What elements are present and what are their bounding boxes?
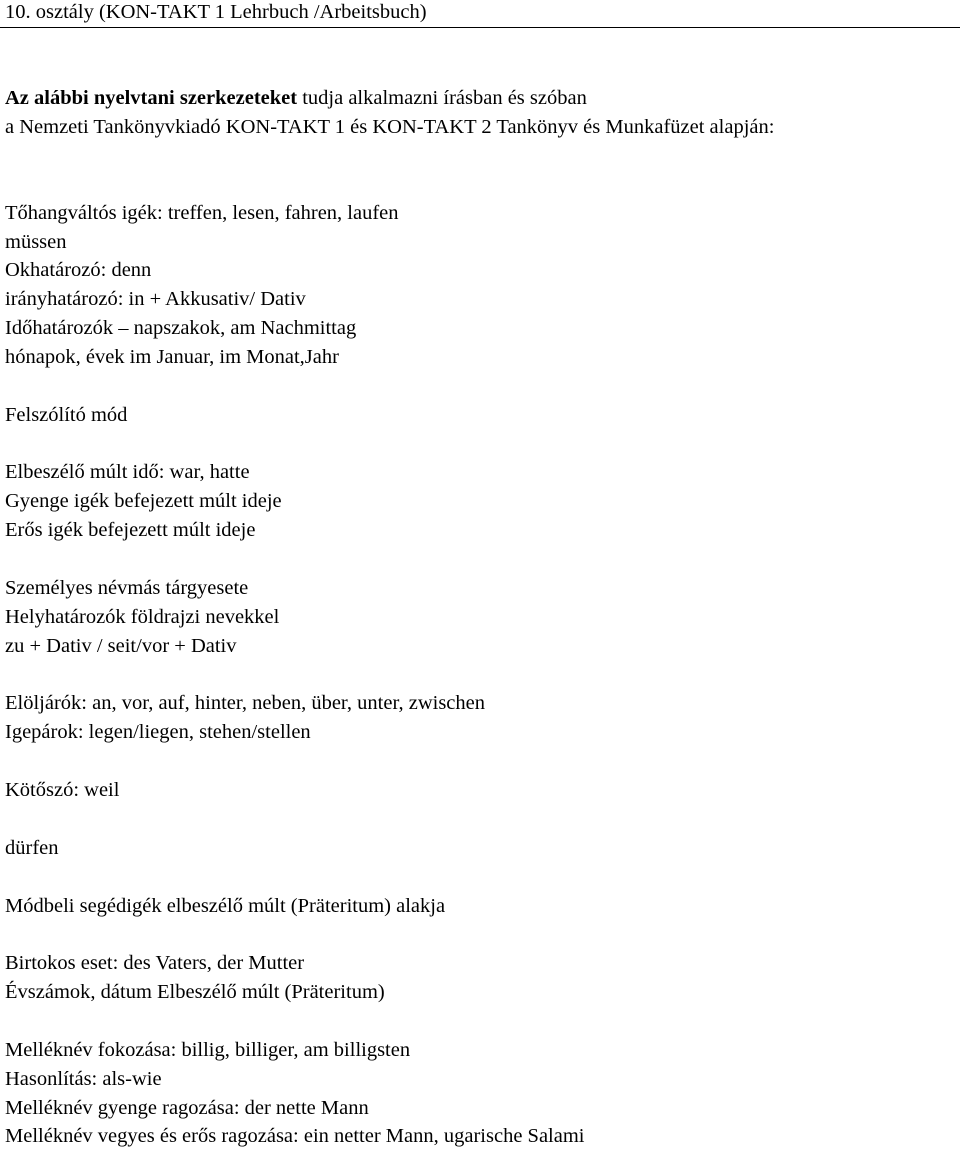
grammar-item: Okhatározó: denn xyxy=(5,259,152,281)
grammar-item: Melléknév vegyes és erős ragozása: ein netter Mann, ugarische Salami xyxy=(5,1125,585,1147)
grammar-item: dürfen xyxy=(5,837,59,859)
intro-line-1 xyxy=(5,85,587,111)
intro-rest-text: tudja alkalmazni írásban és szóban xyxy=(297,87,587,109)
grammar-item: irányhatározó: in + Akkusativ/ Dativ xyxy=(5,288,306,310)
intro-line-2: a Nemzeti Tankönyvkiadó KON-TAKT 1 és KON-TAKT 2 Tankönyv és Munkafüzet alapján: xyxy=(5,116,775,138)
grammar-item: hónapok, évek im Januar, im Monat,Jahr xyxy=(5,346,339,368)
grammar-item: müssen xyxy=(5,231,67,253)
grammar-item: Kötőszó: weil xyxy=(5,779,120,801)
grammar-item: Évszámok, dátum Elbeszélő múlt (Präteritum) xyxy=(5,981,385,1003)
grammar-item: Hasonlítás: als-wie xyxy=(5,1068,162,1090)
grammar-item: Birtokos eset: des Vaters, der Mutter xyxy=(5,952,305,974)
grammar-item: Elöljárók: an, vor, auf, hinter, neben, über, unter, zwischen xyxy=(5,692,486,714)
intro-bold-phrase: Az alábbi nyelvtani szerkezeteket xyxy=(5,87,298,109)
grammar-item: Módbeli segédigék elbeszélő múlt (Präteritum) alakja xyxy=(5,895,446,917)
grammar-item: zu + Dativ / seit/vor + Dativ xyxy=(5,635,237,657)
grammar-item: Időhatározók – napszakok, am Nachmittag xyxy=(5,317,357,339)
document-header-title: 10. osztály (KON-TAKT 1 Lehrbuch /Arbeitsbuch) xyxy=(0,0,960,28)
grammar-item: Erős igék befejezett múlt ideje xyxy=(5,519,256,541)
grammar-item: Tőhangváltós igék: treffen, lesen, fahren, laufen xyxy=(5,202,399,224)
grammar-item: Helyhatározók földrajzi nevekkel xyxy=(5,606,280,628)
grammar-item: Felszólító mód xyxy=(5,404,128,426)
grammar-item: Elbeszélő múlt idő: war, hatte xyxy=(5,461,250,483)
grammar-item: Melléknév fokozása: billig, billiger, am billigsten xyxy=(5,1039,411,1061)
grammar-item: Melléknév gyenge ragozása: der nette Mann xyxy=(5,1097,369,1119)
grammar-item: Személyes névmás tárgyesete xyxy=(5,577,249,599)
grammar-item: Gyenge igék befejezett múlt ideje xyxy=(5,490,282,512)
grammar-item: Igepárok: legen/liegen, stehen/stellen xyxy=(5,721,311,743)
